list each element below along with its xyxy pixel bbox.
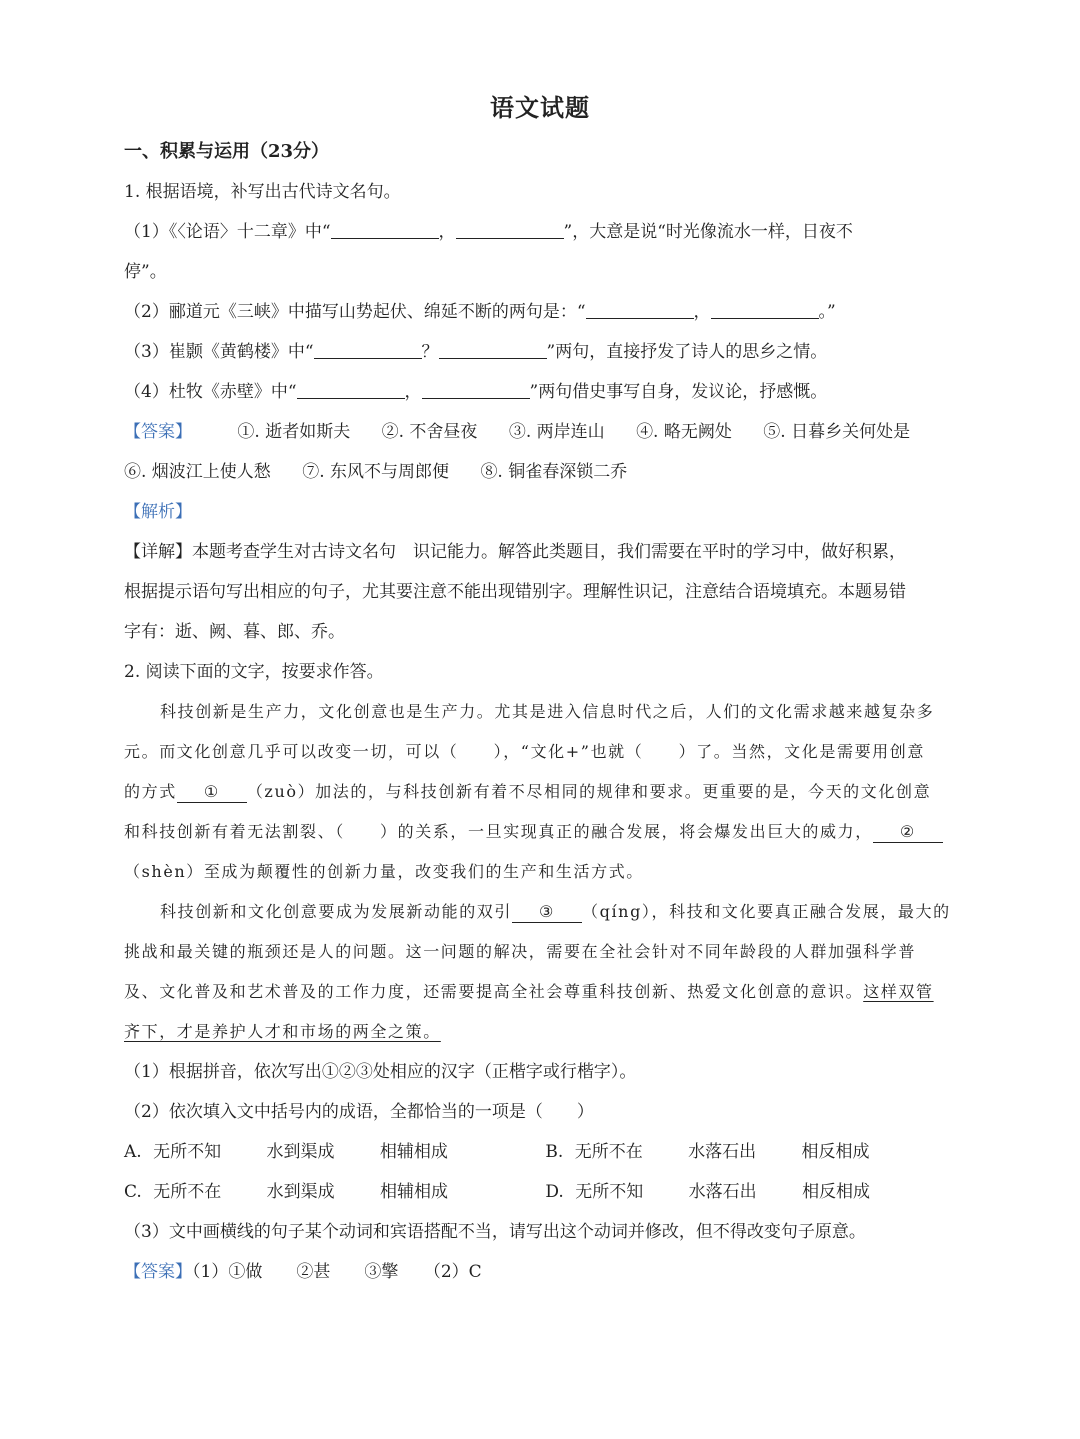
q1-part2-text-a: （2）郦道元《三峡》中描写山势起伏、绵延不断的两句是：“ (124, 302, 586, 322)
underlined-sentence: 齐下，才是养护人才和市场的两全之策。 (124, 1022, 441, 1041)
answer-blank[interactable] (314, 340, 422, 359)
q1-stem: 1. 根据语境，补写出古代诗文名句。 (124, 182, 401, 202)
underlined-sentence: 这样双管 (863, 982, 934, 1001)
answer-item: ⑤. 日暮乡关何处是 (763, 422, 911, 442)
passage-line: 挑战和最关键的瓶颈还是人的问题。这一问题的解决，需要在全社会针对不同年龄段的人群加强科学普 (124, 942, 917, 961)
q1-part2-text-c: 。” (818, 302, 836, 322)
passage-text: （zuò）加法的，与科技创新有着不尽相同的规律和要求。更重要的是，今天的文化创意 (246, 782, 932, 801)
q1-answer-row-2 (124, 460, 960, 484)
option-term: 无所不知 (575, 1182, 644, 1202)
passage-text: （qíng），科技和文化要真正融合发展，最大的 (582, 902, 951, 921)
option-c[interactable] (124, 1180, 540, 1204)
page-title: 语文试题 (490, 93, 590, 122)
q2-sub3: （3）文中画横线的句子某个动词和宾语搭配不当，请写出这个动词并修改，但不得改变句子原意。 (124, 1222, 866, 1242)
q1-part1 (124, 220, 960, 244)
q1-part1-text-b: ， (438, 222, 456, 242)
option-term: 无所不在 (153, 1182, 222, 1202)
answer-blank[interactable] (439, 340, 547, 359)
answer-blank[interactable] (422, 380, 530, 399)
passage-line (124, 1020, 960, 1044)
option-term: 水落石出 (688, 1142, 757, 1162)
passage-line (160, 900, 960, 924)
section-heading: 一、积累与运用（23分） (124, 141, 330, 162)
passage-line: 元。而文化创意几乎可以改变一切，可以（ ），“文化+”也就（ ）了。当然，文化是需要用创意 (124, 742, 925, 761)
option-term: 水落石出 (688, 1182, 757, 1202)
blank-mark-1[interactable]: ① (177, 782, 247, 803)
q1-part4-text-a: （4）杜牧《赤壁》中“ (124, 382, 297, 402)
option-label: D. (545, 1182, 564, 1202)
q2-sub1: （1）根据拼音，依次写出①②③处相应的汉字（正楷字或行楷字）。 (124, 1062, 637, 1082)
q1-part2 (124, 300, 960, 324)
option-label: B. (545, 1142, 564, 1162)
blank-mark-3[interactable]: ③ (512, 902, 582, 923)
analysis-tag: 【解析】 (124, 502, 192, 522)
q1-part3-text-c: ”两句，直接抒发了诗人的思乡之情。 (546, 342, 828, 362)
passage-line: （shèn）至成为颠覆性的创新力量，改变我们的生产和生活方式。 (124, 862, 644, 881)
option-row (124, 1140, 960, 1164)
detail-line-1: 【详解】本题考查学生对古诗文名句 识记能力。解答此类题目，我们需要在平时的学习中，做好积累， (124, 542, 906, 562)
q2-stem: 2. 阅读下面的文字，按要求作答。 (124, 662, 384, 682)
q1-part1-text-c: ”，大意是说“时光像流水一样，日夜不 (563, 222, 853, 242)
q2-sub2: （2）依次填入文中括号内的成语，全都恰当的一项是（ ） (124, 1102, 594, 1122)
passage-text: 科技创新和文化创意要成为发展新动能的双引 (160, 902, 513, 921)
q1-part1-cont: 停”。 (124, 262, 167, 282)
answer-blank[interactable] (331, 220, 439, 239)
answer-item: ②. 不舍昼夜 (381, 422, 478, 442)
answer-item: ④. 略无阙处 (636, 422, 732, 442)
option-term: 无所不在 (574, 1142, 643, 1162)
option-label: C. (124, 1182, 142, 1202)
option-term: 相反相成 (801, 1142, 870, 1162)
passage-line: 科技创新是生产力，文化创意也是生产力。尤其是进入信息时代之后，人们的文化需求越来越复杂多 (160, 702, 935, 721)
detail-line-3: 字有：逝、阙、暮、郎、乔。 (124, 622, 345, 642)
q1-part4 (124, 380, 960, 404)
option-label: A. (124, 1142, 142, 1162)
option-d[interactable] (545, 1180, 870, 1204)
answer-tag: 【答案】 (124, 422, 192, 442)
q1-part1-text-a: （1）《〈论语〉十二章》中“ (124, 222, 331, 242)
answer-item: ⑥. 烟波江上使人愁 (124, 462, 271, 482)
option-term: 相辅相成 (379, 1142, 448, 1162)
option-a[interactable] (124, 1140, 540, 1164)
answer-item: ⑦. 东风不与周郎便 (302, 462, 450, 482)
q1-answer-row-1 (124, 420, 960, 444)
passage-text: 的方式 (124, 782, 177, 801)
option-term: 相辅相成 (380, 1182, 449, 1202)
q1-part4-text-b: ， (404, 382, 422, 402)
answer-item: ⑧. 铜雀春深锁二乔 (480, 462, 628, 482)
passage-text: 及、文化普及和艺术普及的工作力度，还需要提高全社会尊重科技创新、热爱文化创意的意识。 (124, 982, 864, 1001)
option-term: 相反相成 (802, 1182, 871, 1202)
passage-text: 和科技创新有着无法割裂、（ ）的关系，一旦实现真正的融合发展，将会爆发出巨大的威力， (124, 822, 873, 841)
answer-text: （1）①做 ②甚 ③擎 （2）C (192, 1262, 482, 1282)
answer-blank[interactable] (586, 300, 694, 319)
option-term: 无所不知 (153, 1142, 222, 1162)
answer-blank[interactable] (456, 220, 564, 239)
answer-item: ③. 两岸连山 (508, 422, 605, 442)
option-term: 水到渠成 (266, 1182, 335, 1202)
passage-line (124, 780, 960, 804)
option-term: 水到渠成 (266, 1142, 335, 1162)
answer-item: ①. 逝者如斯夫 (237, 422, 351, 442)
q2-answer (124, 1260, 960, 1284)
passage-line (124, 980, 960, 1004)
answer-tag: 【答案】 (124, 1262, 192, 1282)
option-b[interactable] (545, 1140, 869, 1164)
option-row (124, 1180, 960, 1204)
q1-part2-text-b: ， (693, 302, 711, 322)
blank-mark-2[interactable]: ② (873, 822, 943, 843)
q1-part3-text-b: ？ (421, 342, 439, 362)
detail-line-2: 根据提示语句写出相应的句子，尤其要注意不能出现错别字。理解性识记，注意结合语境填充。本题易错 (124, 582, 906, 602)
q1-part3 (124, 340, 960, 364)
answer-blank[interactable] (711, 300, 819, 319)
q1-part3-text-a: （3）崔颢《黄鹤楼》中“ (124, 342, 314, 362)
answer-blank[interactable] (297, 380, 405, 399)
passage-line (124, 820, 960, 844)
q1-part4-text-c: ”两句借史事写自身，发议论，抒感慨。 (529, 382, 828, 402)
